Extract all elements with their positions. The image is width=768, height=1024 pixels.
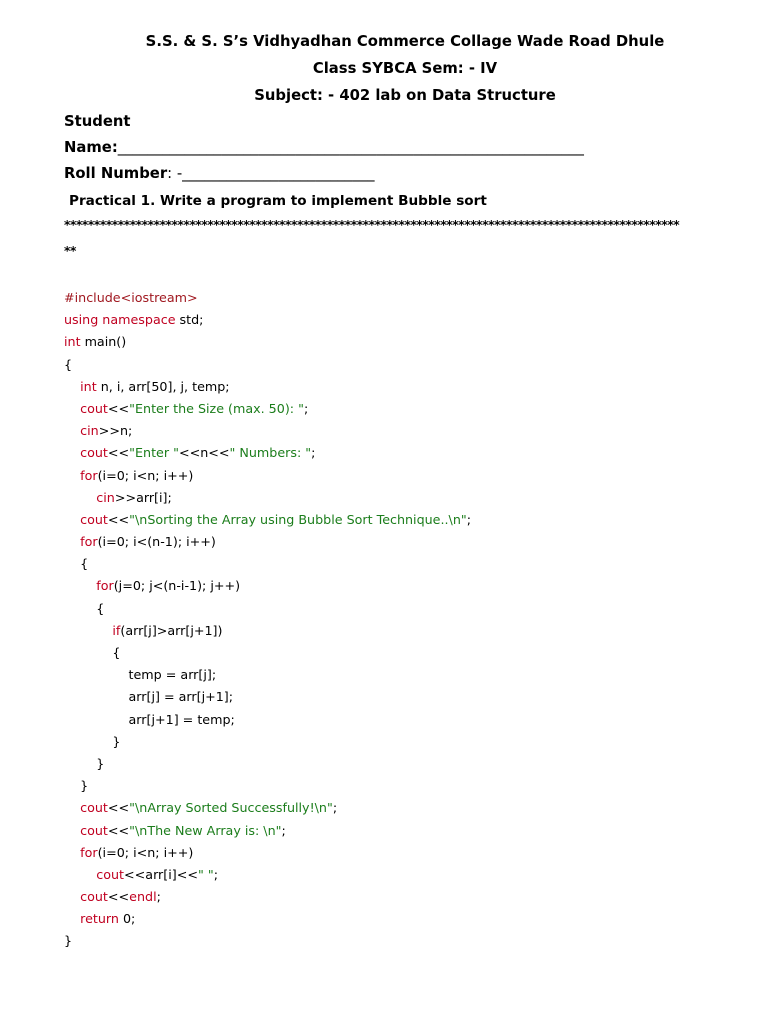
code-token: n, i, arr[50], j, temp; <box>100 378 230 394</box>
code-token: cout <box>80 400 108 416</box>
code-line <box>64 309 754 331</box>
code-token: " " <box>197 866 214 882</box>
code-line <box>64 797 754 819</box>
code-token: main() <box>84 334 127 350</box>
code-token: (i=0; i<n; i++) <box>97 467 194 483</box>
code-token: { <box>64 645 121 660</box>
code-token: ; <box>311 445 316 461</box>
code-token: << <box>107 800 130 816</box>
code-line <box>64 886 754 908</box>
code-line <box>64 930 754 952</box>
student-label: Student <box>64 113 131 130</box>
code-token: for <box>80 844 98 860</box>
code-line <box>64 553 754 575</box>
code-token: { <box>64 600 105 616</box>
code-token: using namespace <box>64 312 180 328</box>
class-line: Class SYBCA Sem: - IV <box>312 60 498 77</box>
code-line <box>64 731 754 753</box>
code-token: " Numbers: " <box>229 445 312 461</box>
code-token: { <box>64 556 89 572</box>
code-token: arr[j] = arr[j+1]; <box>64 689 234 705</box>
code-token <box>64 468 80 483</box>
code-token <box>64 423 80 438</box>
code-token: if <box>112 622 121 638</box>
code-token <box>64 823 80 838</box>
code-line <box>64 331 754 353</box>
college-name: S.S. & S. S’s Vidhyadhan Commerce Collage Wade Road Dhule <box>145 33 665 50</box>
code-token: temp = arr[j]; <box>64 667 217 683</box>
code-token: cout <box>80 822 108 838</box>
code-token: "\nArray Sorted Successfully!\n" <box>129 800 333 816</box>
code-token: endl <box>129 889 157 905</box>
roll-row <box>64 165 375 183</box>
code-line <box>64 465 754 487</box>
code-line <box>64 354 754 376</box>
code-line <box>64 598 754 620</box>
subject-line: Subject: - 402 lab on Data Structure <box>254 87 556 104</box>
code-token: "\nSorting the Array using Bubble Sort Technique..\n" <box>129 511 467 527</box>
name-blank: _______________________________________________________________ <box>117 139 584 156</box>
code-line <box>64 398 754 420</box>
code-token <box>64 800 80 815</box>
code-token: } <box>64 933 73 949</box>
code-token: ; <box>156 889 161 905</box>
roll-label: Roll Number <box>64 165 168 182</box>
practical-title: Practical 1. Write a program to implement Bubble sort <box>69 193 487 209</box>
code-token <box>64 401 80 416</box>
code-token <box>64 889 80 904</box>
code-line <box>64 487 754 509</box>
roll-blank: : -__________________________ <box>167 165 375 182</box>
code-line <box>64 642 754 664</box>
code-token: ; <box>213 866 218 882</box>
code-token: cin <box>96 489 115 505</box>
code-token <box>64 512 80 527</box>
code-token: std; <box>179 312 204 328</box>
code-token <box>64 623 112 638</box>
code-token: for <box>96 578 114 594</box>
code-token: for <box>80 467 98 483</box>
code-line <box>64 420 754 442</box>
code-token: cout <box>80 445 108 461</box>
code-token: cout <box>80 511 108 527</box>
code-token: { <box>64 356 73 372</box>
code-token: (j=0; j<(n-i-1); j++) <box>113 578 241 594</box>
code-token <box>64 379 80 394</box>
code-token: ; <box>332 800 338 816</box>
name-label: Name: <box>64 139 118 156</box>
code-token: } <box>64 755 105 771</box>
code-token: cout <box>96 866 125 882</box>
code-token <box>64 578 96 593</box>
code-token: << <box>107 889 130 905</box>
code-line <box>64 620 754 642</box>
code-line <box>64 775 754 797</box>
separator-tail: ** <box>64 244 76 258</box>
code-line <box>64 575 754 597</box>
code-token: << <box>107 400 130 416</box>
code-token: cout <box>80 889 108 905</box>
code-line <box>64 820 754 842</box>
code-line <box>64 753 754 775</box>
code-token: int <box>80 378 101 394</box>
code-token: arr[j+1] = temp; <box>64 711 235 727</box>
code-line <box>64 908 754 930</box>
code-token: (arr[j]>arr[j+1]) <box>120 622 223 638</box>
code-token: ; <box>466 511 471 527</box>
code-line <box>64 709 754 731</box>
code-token: >>n; <box>98 423 133 439</box>
code-token: cout <box>80 800 108 816</box>
code-line <box>64 686 754 708</box>
code-token: (i=0; i<(n-1); i++) <box>97 534 216 550</box>
code-token <box>64 867 96 882</box>
code-token <box>64 911 80 926</box>
code-token: } <box>64 733 121 749</box>
code-token <box>64 490 96 505</box>
code-line <box>64 664 754 686</box>
code-line <box>64 531 754 553</box>
code-token: int <box>64 334 85 350</box>
code-token: 0; <box>122 911 136 927</box>
code-token: ; <box>303 400 309 416</box>
code-token: "Enter " <box>129 445 179 461</box>
code-token <box>64 445 80 460</box>
code-line <box>64 442 754 464</box>
code-block <box>64 287 754 953</box>
code-token: << <box>107 511 130 527</box>
code-token: ; <box>281 822 286 838</box>
code-token: >>arr[i]; <box>114 489 172 505</box>
code-token: "\nThe New Array is: \n" <box>129 822 282 838</box>
code-token: <<n<< <box>178 445 230 461</box>
code-token: (i=0; i<n; i++) <box>97 844 194 860</box>
code-line <box>64 842 754 864</box>
code-token: return <box>80 911 123 927</box>
code-token: } <box>64 778 89 794</box>
code-token: "Enter the Size (max. 50): " <box>129 400 304 416</box>
code-token: #include<iostream> <box>64 290 198 305</box>
separator-line: ******************************************************************************************************* <box>64 218 680 232</box>
code-token: <<arr[i]<< <box>124 866 198 882</box>
code-token: cin <box>80 423 99 439</box>
code-token: << <box>107 445 130 461</box>
code-line <box>64 509 754 531</box>
code-token <box>64 845 80 860</box>
code-line <box>64 864 754 886</box>
code-line <box>64 287 754 309</box>
name-row <box>64 139 584 157</box>
code-token <box>64 534 80 549</box>
code-token: for <box>80 534 98 550</box>
code-token: << <box>107 822 130 838</box>
code-line <box>64 376 754 398</box>
